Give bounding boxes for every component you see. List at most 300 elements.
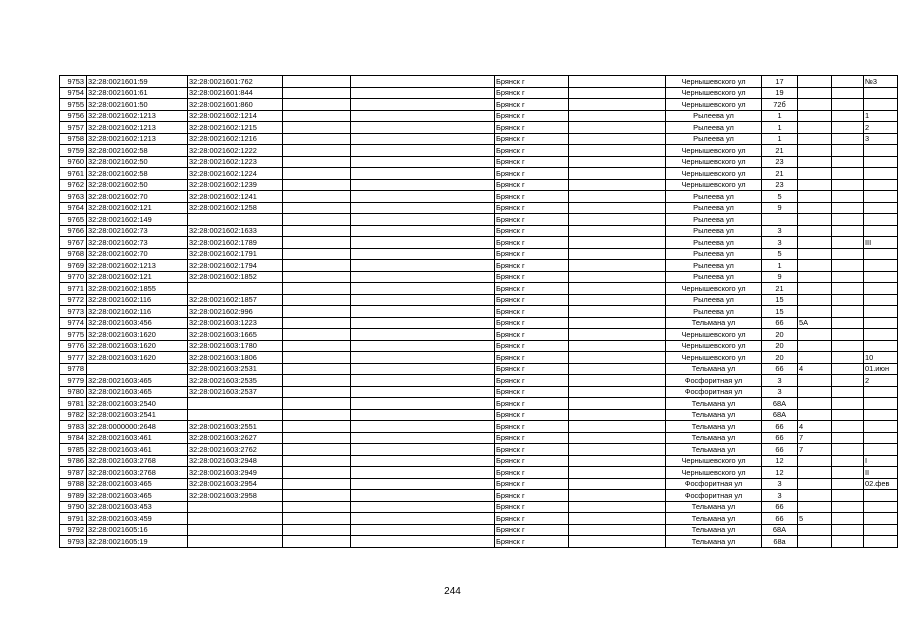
house-number-cell: 3: [762, 225, 798, 237]
street-cell: Чернышевского ул: [666, 76, 762, 88]
object-cadastral-number: 32:28:0021601:860: [188, 99, 283, 111]
table-row: [60, 478, 898, 490]
parcel-cadastral-number: 32:28:0021602:1213: [87, 122, 188, 134]
city-cell: Брянск г: [495, 478, 569, 490]
street-cell: Чернышевского ул: [666, 455, 762, 467]
col-blank-2: [351, 455, 495, 467]
parcel-cadastral-number: 32:28:0021602:70: [87, 191, 188, 203]
building-cell: [798, 168, 832, 180]
apartment-cell: [864, 156, 898, 168]
street-cell: Чернышевского ул: [666, 352, 762, 364]
apartment-cell: [864, 225, 898, 237]
col-blank-3: [569, 375, 666, 387]
street-cell: Фосфоритная ул: [666, 386, 762, 398]
city-cell: Брянск г: [495, 386, 569, 398]
col-blank-3: [569, 87, 666, 99]
col-blank-4: [832, 524, 864, 536]
building-cell: [798, 536, 832, 548]
row-number: 9788: [60, 478, 87, 490]
city-cell: Брянск г: [495, 76, 569, 88]
city-cell: Брянск г: [495, 363, 569, 375]
apartment-cell: [864, 168, 898, 180]
parcel-cadastral-number: 32:28:0021602:1213: [87, 260, 188, 272]
col-blank-1: [283, 524, 351, 536]
street-cell: Тельмана ул: [666, 432, 762, 444]
col-blank-1: [283, 260, 351, 272]
apartment-cell: [864, 524, 898, 536]
parcel-cadastral-number: 32:28:0021601:59: [87, 76, 188, 88]
col-blank-3: [569, 478, 666, 490]
table-row: [60, 536, 898, 548]
object-cadastral-number: 32:28:0021602:1258: [188, 202, 283, 214]
street-cell: Фосфоритная ул: [666, 375, 762, 387]
row-number: 9780: [60, 386, 87, 398]
house-number-cell: 20: [762, 329, 798, 341]
building-cell: 7: [798, 444, 832, 456]
house-number-cell: 66: [762, 317, 798, 329]
col-blank-2: [351, 524, 495, 536]
street-cell: Рылеева ул: [666, 191, 762, 203]
house-number-cell: 17: [762, 76, 798, 88]
col-blank-2: [351, 248, 495, 260]
house-number-cell: [762, 214, 798, 226]
col-blank-3: [569, 329, 666, 341]
row-number: 9764: [60, 202, 87, 214]
parcel-cadastral-number: 32:28:0021602:73: [87, 237, 188, 249]
apartment-cell: [864, 145, 898, 157]
building-cell: [798, 501, 832, 513]
table-row: [60, 179, 898, 191]
col-blank-4: [832, 490, 864, 502]
row-number: 9777: [60, 352, 87, 364]
house-number-cell: 21: [762, 145, 798, 157]
building-cell: [798, 225, 832, 237]
parcel-cadastral-number: 32:28:0021603:465: [87, 490, 188, 502]
row-number: 9763: [60, 191, 87, 203]
building-cell: [798, 294, 832, 306]
col-blank-1: [283, 513, 351, 525]
table-row: [60, 168, 898, 180]
street-cell: Тельмана ул: [666, 409, 762, 421]
street-cell: Рылеева ул: [666, 214, 762, 226]
city-cell: Брянск г: [495, 317, 569, 329]
col-blank-1: [283, 76, 351, 88]
col-blank-2: [351, 283, 495, 295]
city-cell: Брянск г: [495, 409, 569, 421]
building-cell: [798, 467, 832, 479]
col-blank-2: [351, 225, 495, 237]
col-blank-3: [569, 168, 666, 180]
col-blank-2: [351, 99, 495, 111]
col-blank-3: [569, 490, 666, 502]
col-blank-3: [569, 432, 666, 444]
house-number-cell: 9: [762, 271, 798, 283]
table-row: [60, 294, 898, 306]
apartment-cell: [864, 248, 898, 260]
col-blank-3: [569, 99, 666, 111]
building-cell: [798, 398, 832, 410]
city-cell: Брянск г: [495, 214, 569, 226]
col-blank-2: [351, 260, 495, 272]
col-blank-4: [832, 478, 864, 490]
col-blank-4: [832, 110, 864, 122]
street-cell: Чернышевского ул: [666, 87, 762, 99]
building-cell: [798, 122, 832, 134]
col-blank-4: [832, 386, 864, 398]
parcel-cadastral-number: 32:28:0021603:465: [87, 478, 188, 490]
apartment-cell: [864, 99, 898, 111]
col-blank-3: [569, 156, 666, 168]
object-cadastral-number: 32:28:0021602:1222: [188, 145, 283, 157]
building-cell: [798, 87, 832, 99]
city-cell: Брянск г: [495, 329, 569, 341]
building-cell: [798, 260, 832, 272]
object-cadastral-number: 32:28:0021602:1857: [188, 294, 283, 306]
city-cell: Брянск г: [495, 490, 569, 502]
object-cadastral-number: 32:28:0021602:1216: [188, 133, 283, 145]
col-blank-3: [569, 122, 666, 134]
col-blank-2: [351, 133, 495, 145]
parcel-cadastral-number: 32:28:0021602:149: [87, 214, 188, 226]
apartment-cell: [864, 283, 898, 295]
building-cell: [798, 352, 832, 364]
col-blank-3: [569, 352, 666, 364]
parcel-cadastral-number: 32:28:0021602:116: [87, 306, 188, 318]
parcel-cadastral-number: 32:28:0021603:1620: [87, 329, 188, 341]
table-row: [60, 317, 898, 329]
parcel-cadastral-number: 32:28:0021602:1213: [87, 110, 188, 122]
street-cell: Рылеева ул: [666, 260, 762, 272]
table-row: [60, 455, 898, 467]
parcel-cadastral-number: 32:28:0021602:50: [87, 156, 188, 168]
table-row: [60, 156, 898, 168]
building-cell: [798, 375, 832, 387]
table-row: [60, 524, 898, 536]
col-blank-2: [351, 179, 495, 191]
row-number: 9783: [60, 421, 87, 433]
col-blank-3: [569, 202, 666, 214]
col-blank-2: [351, 478, 495, 490]
table-row: [60, 444, 898, 456]
col-blank-3: [569, 501, 666, 513]
house-number-cell: 66: [762, 444, 798, 456]
building-cell: [798, 524, 832, 536]
col-blank-3: [569, 524, 666, 536]
object-cadastral-number: [188, 283, 283, 295]
object-cadastral-number: 32:28:0021603:2954: [188, 478, 283, 490]
city-cell: Брянск г: [495, 156, 569, 168]
street-cell: Тельмана ул: [666, 513, 762, 525]
street-cell: Рылеева ул: [666, 237, 762, 249]
table-row: [60, 363, 898, 375]
col-blank-3: [569, 444, 666, 456]
parcel-cadastral-number: 32:28:0021602:70: [87, 248, 188, 260]
building-cell: 7: [798, 432, 832, 444]
object-cadastral-number: 32:28:0021603:2535: [188, 375, 283, 387]
building-cell: [798, 455, 832, 467]
street-cell: Рылеева ул: [666, 271, 762, 283]
house-number-cell: 19: [762, 87, 798, 99]
house-number-cell: 15: [762, 294, 798, 306]
parcel-cadastral-number: 32:28:0021601:50: [87, 99, 188, 111]
parcel-cadastral-number: 32:28:0021602:73: [87, 225, 188, 237]
house-number-cell: 68А: [762, 524, 798, 536]
building-cell: 4: [798, 363, 832, 375]
row-number: 9768: [60, 248, 87, 260]
col-blank-2: [351, 501, 495, 513]
table-row: [60, 225, 898, 237]
row-number: 9753: [60, 76, 87, 88]
apartment-cell: 2: [864, 375, 898, 387]
apartment-cell: [864, 271, 898, 283]
street-cell: Тельмана ул: [666, 524, 762, 536]
col-blank-3: [569, 340, 666, 352]
apartment-cell: [864, 536, 898, 548]
object-cadastral-number: [188, 501, 283, 513]
apartment-cell: [864, 432, 898, 444]
col-blank-3: [569, 283, 666, 295]
street-cell: Фосфоритная ул: [666, 490, 762, 502]
building-cell: [798, 306, 832, 318]
row-number: 9754: [60, 87, 87, 99]
apartment-cell: [864, 513, 898, 525]
col-blank-3: [569, 110, 666, 122]
city-cell: Брянск г: [495, 248, 569, 260]
house-number-cell: 66: [762, 421, 798, 433]
house-number-cell: 66: [762, 432, 798, 444]
city-cell: Брянск г: [495, 524, 569, 536]
col-blank-4: [832, 421, 864, 433]
row-number: 9773: [60, 306, 87, 318]
building-cell: 4: [798, 421, 832, 433]
row-number: 9771: [60, 283, 87, 295]
object-cadastral-number: 32:28:0021603:2627: [188, 432, 283, 444]
parcel-cadastral-number: 32:28:0021603:2541: [87, 409, 188, 421]
parcel-cadastral-number: 32:28:0021603:459: [87, 513, 188, 525]
row-number: 9761: [60, 168, 87, 180]
col-blank-1: [283, 444, 351, 456]
col-blank-1: [283, 283, 351, 295]
apartment-cell: [864, 409, 898, 421]
building-cell: [798, 248, 832, 260]
object-cadastral-number: 32:28:0021601:762: [188, 76, 283, 88]
object-cadastral-number: 32:28:0021602:1789: [188, 237, 283, 249]
parcel-cadastral-number: 32:28:0021603:465: [87, 375, 188, 387]
row-number: 9760: [60, 156, 87, 168]
building-cell: [798, 340, 832, 352]
building-cell: 5: [798, 513, 832, 525]
house-number-cell: 3: [762, 386, 798, 398]
col-blank-1: [283, 375, 351, 387]
street-cell: Чернышевского ул: [666, 329, 762, 341]
street-cell: Чернышевского ул: [666, 467, 762, 479]
col-blank-4: [832, 467, 864, 479]
house-number-cell: 23: [762, 179, 798, 191]
object-cadastral-number: 32:28:0021603:2949: [188, 467, 283, 479]
city-cell: Брянск г: [495, 179, 569, 191]
city-cell: Брянск г: [495, 294, 569, 306]
street-cell: Рылеева ул: [666, 306, 762, 318]
col-blank-3: [569, 363, 666, 375]
table-row: [60, 467, 898, 479]
cadastral-table: [59, 75, 898, 548]
col-blank-1: [283, 467, 351, 479]
col-blank-2: [351, 191, 495, 203]
col-blank-1: [283, 87, 351, 99]
house-number-cell: 68А: [762, 409, 798, 421]
street-cell: Рылеева ул: [666, 294, 762, 306]
table-row: [60, 99, 898, 111]
col-blank-4: [832, 145, 864, 157]
col-blank-3: [569, 409, 666, 421]
street-cell: Рылеева ул: [666, 248, 762, 260]
object-cadastral-number: 32:28:0021603:1223: [188, 317, 283, 329]
row-number: 9786: [60, 455, 87, 467]
parcel-cadastral-number: 32:28:0021603:1620: [87, 352, 188, 364]
house-number-cell: 72б: [762, 99, 798, 111]
row-number: 9787: [60, 467, 87, 479]
object-cadastral-number: 32:28:0021602:1633: [188, 225, 283, 237]
col-blank-4: [832, 76, 864, 88]
table-row: [60, 87, 898, 99]
row-number: 9784: [60, 432, 87, 444]
row-number: 9789: [60, 490, 87, 502]
col-blank-1: [283, 133, 351, 145]
street-cell: Рылеева ул: [666, 110, 762, 122]
col-blank-4: [832, 317, 864, 329]
col-blank-1: [283, 490, 351, 502]
city-cell: Брянск г: [495, 421, 569, 433]
table-row: [60, 432, 898, 444]
col-blank-1: [283, 317, 351, 329]
col-blank-1: [283, 536, 351, 548]
city-cell: Брянск г: [495, 99, 569, 111]
col-blank-1: [283, 306, 351, 318]
row-number: 9769: [60, 260, 87, 272]
building-cell: [798, 271, 832, 283]
col-blank-1: [283, 363, 351, 375]
col-blank-4: [832, 99, 864, 111]
col-blank-1: [283, 294, 351, 306]
col-blank-4: [832, 444, 864, 456]
col-blank-2: [351, 122, 495, 134]
apartment-cell: 02.фев: [864, 478, 898, 490]
street-cell: Чернышевского ул: [666, 145, 762, 157]
house-number-cell: 68а: [762, 536, 798, 548]
street-cell: Тельмана ул: [666, 398, 762, 410]
table-row: [60, 110, 898, 122]
col-blank-3: [569, 248, 666, 260]
house-number-cell: 3: [762, 490, 798, 502]
parcel-cadastral-number: 32:28:0021603:2540: [87, 398, 188, 410]
col-blank-4: [832, 122, 864, 134]
col-blank-2: [351, 214, 495, 226]
row-number: 9772: [60, 294, 87, 306]
apartment-cell: [864, 179, 898, 191]
building-cell: [798, 145, 832, 157]
apartment-cell: 01.июн: [864, 363, 898, 375]
house-number-cell: 68А: [762, 398, 798, 410]
col-blank-1: [283, 202, 351, 214]
building-cell: [798, 110, 832, 122]
table-body: [60, 76, 898, 548]
street-cell: Чернышевского ул: [666, 156, 762, 168]
city-cell: Брянск г: [495, 260, 569, 272]
col-blank-4: [832, 202, 864, 214]
col-blank-4: [832, 375, 864, 387]
col-blank-4: [832, 501, 864, 513]
col-blank-2: [351, 317, 495, 329]
building-cell: [798, 202, 832, 214]
col-blank-1: [283, 191, 351, 203]
apartment-cell: 1: [864, 110, 898, 122]
street-cell: Тельмана ул: [666, 421, 762, 433]
city-cell: Брянск г: [495, 455, 569, 467]
col-blank-4: [832, 363, 864, 375]
city-cell: Брянск г: [495, 145, 569, 157]
building-cell: [798, 76, 832, 88]
street-cell: Тельмана ул: [666, 536, 762, 548]
object-cadastral-number: [188, 398, 283, 410]
city-cell: Брянск г: [495, 340, 569, 352]
col-blank-4: [832, 225, 864, 237]
apartment-cell: [864, 386, 898, 398]
building-cell: [798, 191, 832, 203]
apartment-cell: №3: [864, 76, 898, 88]
col-blank-2: [351, 110, 495, 122]
row-number: 9793: [60, 536, 87, 548]
col-blank-2: [351, 386, 495, 398]
street-cell: Тельмана ул: [666, 363, 762, 375]
col-blank-4: [832, 352, 864, 364]
row-number: 9791: [60, 513, 87, 525]
object-cadastral-number: 32:28:0021602:1791: [188, 248, 283, 260]
col-blank-1: [283, 145, 351, 157]
col-blank-2: [351, 536, 495, 548]
col-blank-2: [351, 363, 495, 375]
col-blank-4: [832, 156, 864, 168]
col-blank-2: [351, 513, 495, 525]
object-cadastral-number: [188, 409, 283, 421]
house-number-cell: 5: [762, 191, 798, 203]
street-cell: Чернышевского ул: [666, 168, 762, 180]
parcel-cadastral-number: 32:28:0021603:2768: [87, 467, 188, 479]
col-blank-3: [569, 214, 666, 226]
col-blank-4: [832, 271, 864, 283]
col-blank-1: [283, 455, 351, 467]
col-blank-3: [569, 191, 666, 203]
building-cell: [798, 490, 832, 502]
col-blank-1: [283, 329, 351, 341]
row-number: 9766: [60, 225, 87, 237]
table-row: [60, 248, 898, 260]
col-blank-2: [351, 237, 495, 249]
col-blank-1: [283, 168, 351, 180]
object-cadastral-number: 32:28:0021603:2531: [188, 363, 283, 375]
city-cell: Брянск г: [495, 133, 569, 145]
col-blank-2: [351, 168, 495, 180]
row-number: 9779: [60, 375, 87, 387]
col-blank-4: [832, 513, 864, 525]
col-blank-3: [569, 237, 666, 249]
col-blank-1: [283, 122, 351, 134]
table-row: [60, 490, 898, 502]
col-blank-1: [283, 340, 351, 352]
table-row: [60, 340, 898, 352]
apartment-cell: [864, 421, 898, 433]
object-cadastral-number: [188, 524, 283, 536]
object-cadastral-number: 32:28:0021603:1780: [188, 340, 283, 352]
